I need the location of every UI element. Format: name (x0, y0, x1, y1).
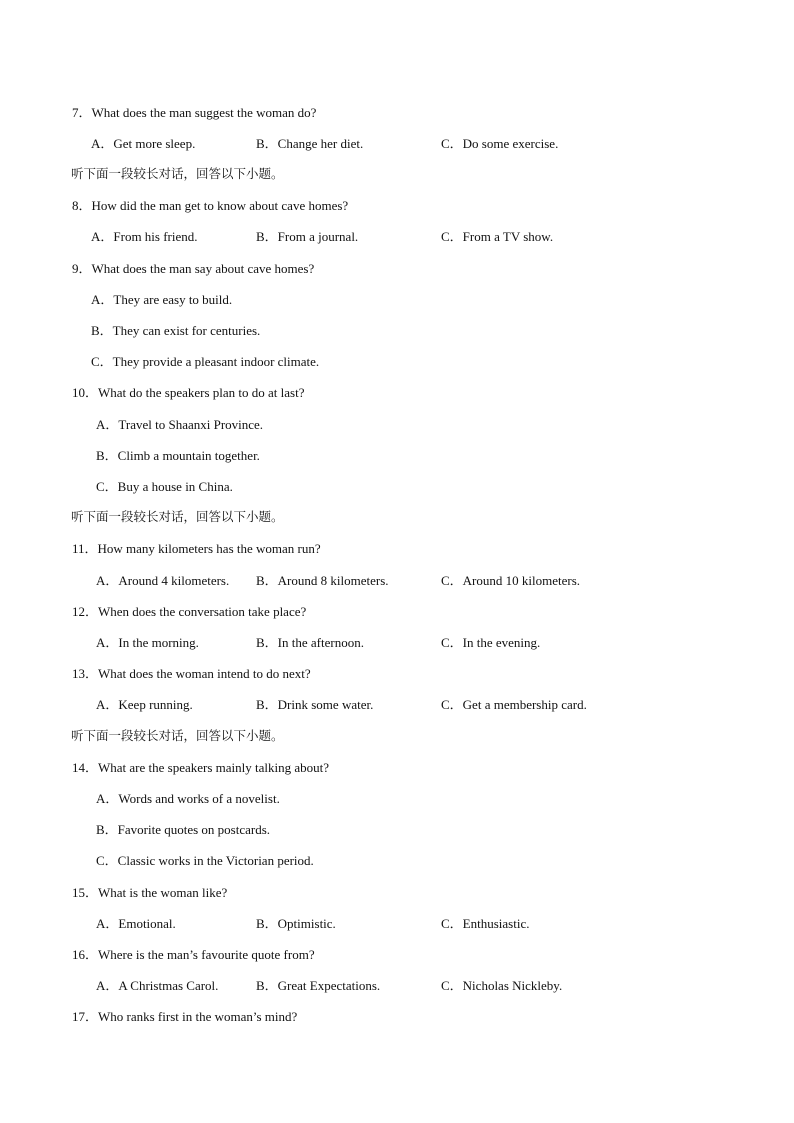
option-7a: A．Get more sleep. (91, 136, 196, 151)
option-16b: B．Great Expectations. (256, 978, 381, 993)
question-16: 16．Where is the man’s favourite quote from? (72, 947, 315, 962)
question-10: 10．What do the speakers plan to do at last? (72, 385, 305, 400)
option-12c: C．In the evening. (441, 635, 541, 650)
option-16c: C．Nicholas Nickleby. (441, 978, 563, 993)
option-8c: C．From a TV show. (441, 229, 554, 244)
question-8: 8．How did the man get to know about cave homes? (72, 198, 349, 213)
question-7: 7．What does the man suggest the woman do? (72, 105, 317, 120)
option-9a: A．They are easy to build. (91, 292, 233, 307)
option-7c: C．Do some exercise. (441, 136, 559, 151)
option-11b: B．Around 8 kilometers. (256, 573, 389, 588)
option-9c: C．They provide a pleasant indoor climate. (91, 354, 320, 369)
question-17: 17．Who ranks first in the woman’s mind? (72, 1009, 298, 1024)
option-11a: A．Around 4 kilometers. (96, 573, 230, 588)
option-10b: B．Climb a mountain together. (96, 448, 260, 463)
question-15: 15．What is the woman like? (72, 885, 228, 900)
question-12: 12．When does the conversation take place? (72, 604, 307, 619)
option-15b: B．Optimistic. (256, 916, 336, 931)
option-14a: A．Words and works of a novelist. (96, 791, 280, 806)
question-11: 11．How many kilometers has the woman run? (72, 541, 321, 556)
option-9b: B．They can exist for centuries. (91, 323, 261, 338)
option-13c: C．Get a membership card. (441, 697, 587, 712)
option-14c: C．Classic works in the Victorian period. (96, 853, 314, 868)
option-12b: B．In the afternoon. (256, 635, 364, 650)
question-9: 9．What does the man say about cave homes? (72, 261, 315, 276)
question-13: 13．What does the woman intend to do next? (72, 666, 311, 681)
option-8a: A．From his friend. (91, 229, 198, 244)
section-instruction: 听下面一段较长对话，回答以下小题。 (71, 166, 284, 181)
section-instruction: 听下面一段较长对话，回答以下小题。 (71, 728, 284, 743)
option-8b: B．From a journal. (256, 229, 359, 244)
option-13a: A．Keep running. (96, 697, 193, 712)
option-10a: A．Travel to Shaanxi Province. (96, 417, 264, 432)
option-10c: C．Buy a house in China. (96, 479, 233, 494)
section-instruction: 听下面一段较长对话，回答以下小题。 (71, 509, 284, 524)
option-12a: A．In the morning. (96, 635, 199, 650)
question-14: 14．What are the speakers mainly talking about? (72, 760, 330, 775)
option-16a: A．A Christmas Carol. (96, 978, 219, 993)
option-13b: B．Drink some water. (256, 697, 374, 712)
option-15a: A．Emotional. (96, 916, 176, 931)
option-7b: B．Change her diet. (256, 136, 364, 151)
option-11c: C．Around 10 kilometers. (441, 573, 581, 588)
option-15c: C．Enthusiastic. (441, 916, 530, 931)
option-14b: B．Favorite quotes on postcards. (96, 822, 271, 837)
